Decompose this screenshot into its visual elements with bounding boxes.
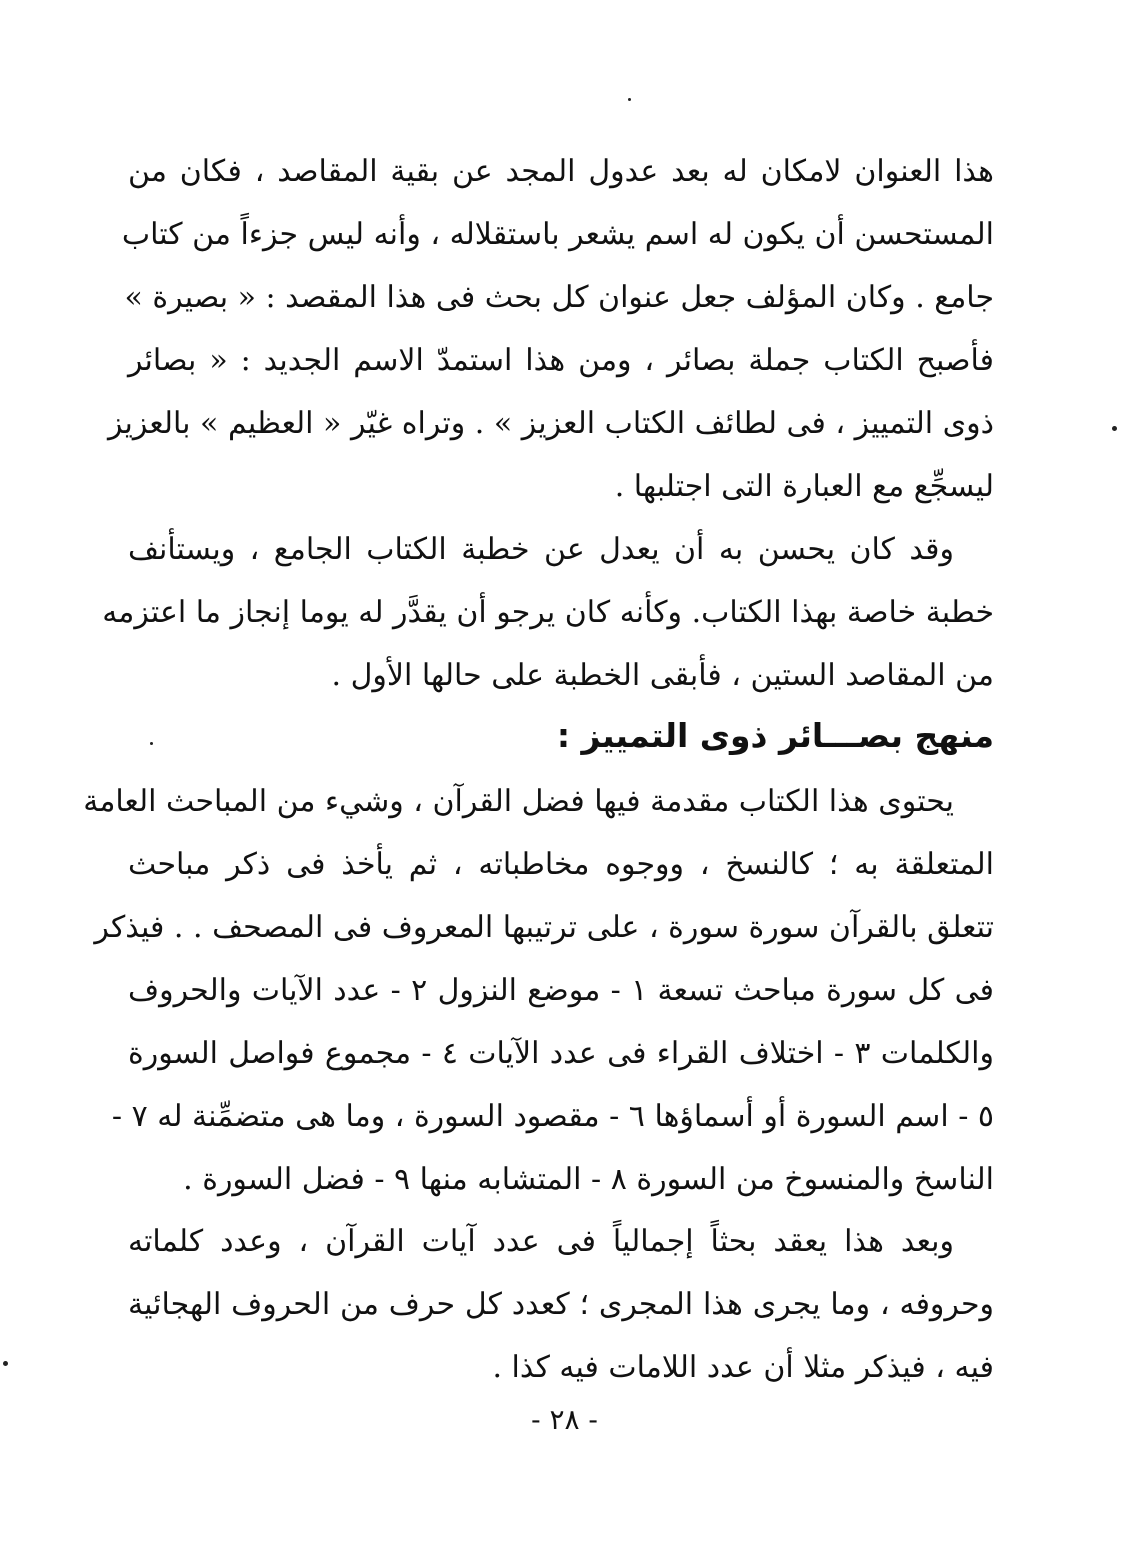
paragraph-line: وبعد هذا يعقد بحثاً إجمالياً فى عدد آيات القرآن ، وعدد كلماته <box>128 1224 954 1259</box>
paragraph-line: وحروفه ، وما يجرى هذا المجرى ؛ كعدد كل حرف من الحروف الهجائية <box>128 1287 994 1322</box>
scan-speck <box>1112 426 1117 431</box>
paragraph-line: هذا العنوان لامكان له بعد عدول المجد عن بقية المقاصد ، فكان من <box>128 154 994 189</box>
paragraph-line: المتعلقة به ؛ كالنسخ ، ووجوه مخاطباته ، ثم يأخذ فى ذكر مباحث <box>128 847 994 882</box>
paragraph-2 <box>102 518 994 707</box>
paragraph-line: ذوى التمييز ، فى لطائف الكتاب العزيز » . وتراه غيّر « العظيم » بالعزيز <box>107 406 994 441</box>
paragraph-line: تتعلق بالقرآن سورة سورة ، على ترتيبها المعروف فى المصحف . . فيذكر <box>94 910 994 945</box>
paragraph-4 <box>128 1210 994 1399</box>
paragraph-3 <box>83 770 994 1211</box>
paragraph-line: وقد كان يحسن به أن يعدل عن خطبة الكتاب الجامع ، ويستأنف <box>128 532 954 567</box>
paragraph-1 <box>107 140 994 518</box>
paragraph-line: ٥ - اسم السورة أو أسماؤها ٦ - مقصود السورة ، وما هى متضمِّنة له ٧ - <box>111 1099 994 1134</box>
section-heading: منهج بصـــائر ذوى التمييز : <box>556 716 994 755</box>
paragraph-line: والكلمات ٣ - اختلاف القراء فى عدد الآيات ٤ - مجموع فواصل السورة <box>128 1036 994 1071</box>
scan-speck <box>628 98 631 101</box>
page-number: - ٢٨ - <box>531 1403 598 1436</box>
scan-speck <box>3 1361 8 1366</box>
paragraph-line: من المقاصد الستين ، فأبقى الخطبة على حالها الأول . <box>331 658 994 693</box>
scan-speck <box>150 742 153 745</box>
paragraph-line: جامع . وكان المؤلف جعل عنوان كل بحث فى هذا المقصد : « بصيرة » <box>124 280 994 315</box>
paragraph-line: الناسخ والمنسوخ من السورة ٨ - المتشابه منها ٩ - فضل السورة . <box>183 1162 994 1197</box>
paragraph-line: خطبة خاصة بهذا الكتاب. وكأنه كان يرجو أن يقدَّر له يوما إنجاز ما اعتزمه <box>102 595 994 630</box>
paragraph-line: فيه ، فيذكر مثلا أن عدد اللامات فيه كذا . <box>492 1350 994 1385</box>
paragraph-line: ليسجِّع مع العبارة التى اجتلبها . <box>614 469 994 504</box>
paragraph-line: المستحسن أن يكون له اسم يشعر باستقلاله ، وأنه ليس جزءاً من كتاب <box>121 217 994 252</box>
paragraph-line: يحتوى هذا الكتاب مقدمة فيها فضل القرآن ، وشيء من المباحث العامة <box>83 784 954 819</box>
paragraph-line: فأصبح الكتاب جملة بصائر ، ومن هذا استمدّ الاسم الجديد : « بصائر <box>128 343 994 378</box>
paragraph-line: فى كل سورة مباحث تسعة ١ - موضع النزول ٢ - عدد الآيات والحروف <box>128 973 994 1008</box>
